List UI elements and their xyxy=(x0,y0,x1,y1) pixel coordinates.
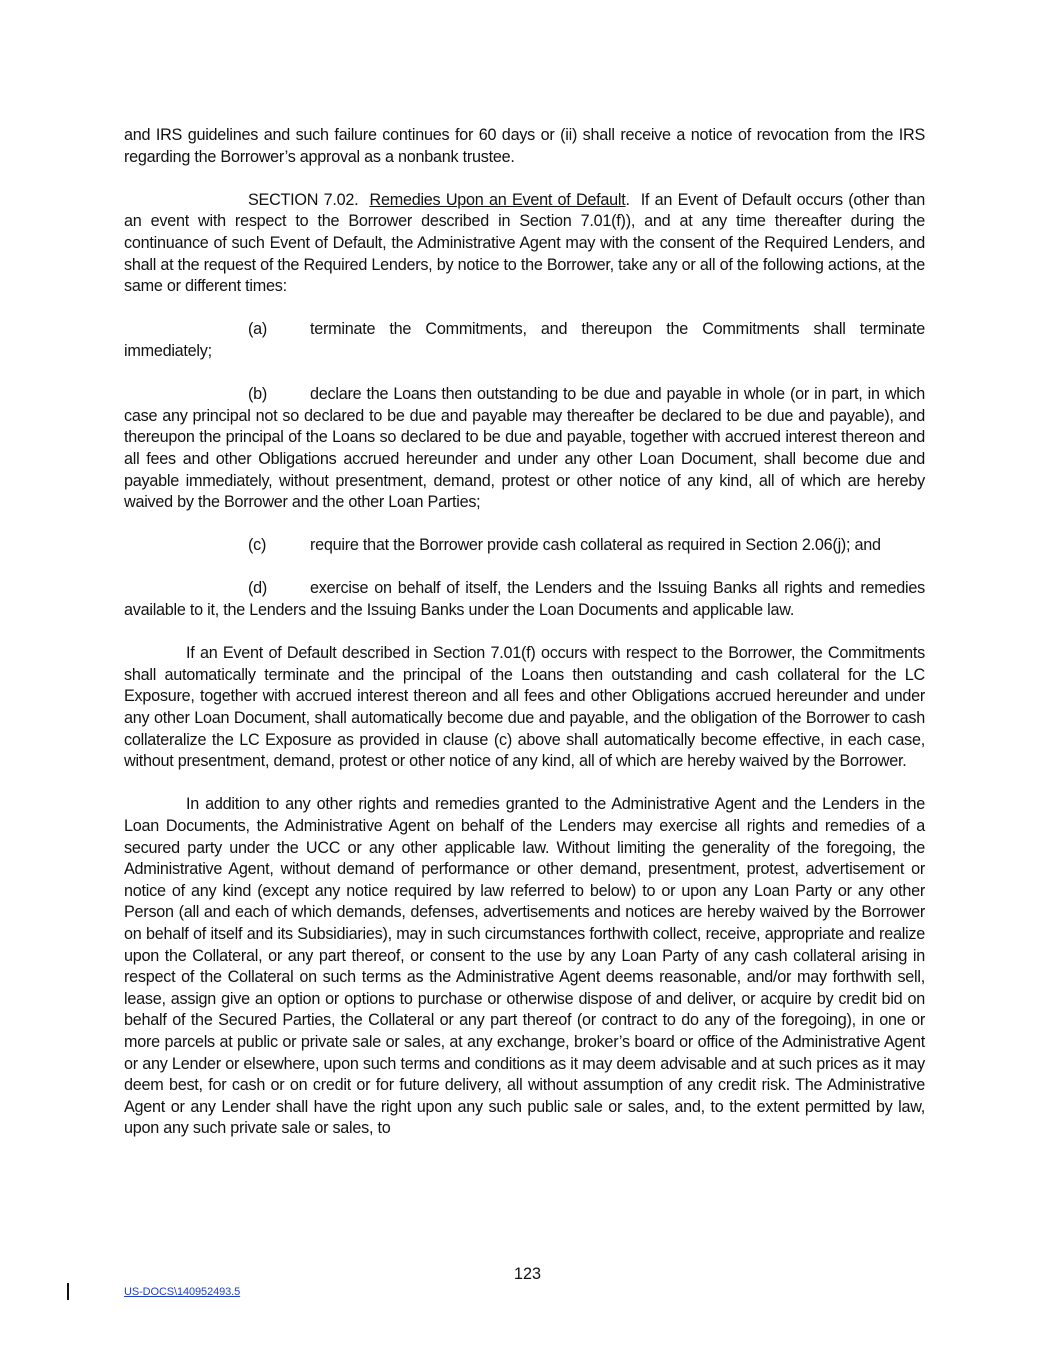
page-number: 123 xyxy=(513,1265,541,1283)
list-item-text: declare the Loans then outstanding to be due and payable in whole (or in part, in which case any principal not so declared to be due and payable may thereafter be declared to be due and payable), and thereupon the principal of the Loans so declared to be due and payable, together with accrued interest thereon and all fees and other Obligations accrued hereunder and under any other Loan Document, shall become due and payable immediately, without presentment, demand, protest or other notice of any kind, all of which are hereby waived by the Borrower and the other Loan Parties; xyxy=(124,385,925,512)
revision-change-bar xyxy=(67,1283,69,1300)
section-number: SECTION 7.02. xyxy=(248,190,359,209)
list-item-a xyxy=(124,319,925,362)
list-marker: (b) xyxy=(248,385,268,404)
list-item-text: require that the Borrower provide cash collateral as required in Section 2.06(j); and xyxy=(310,536,881,555)
section-title-period: . xyxy=(625,190,630,209)
list-marker: (a) xyxy=(248,320,268,339)
list-item-b xyxy=(124,384,925,514)
additional-remedies-paragraph: In addition to any other rights and remedies granted to the Administrative Agent and the Lenders in the Loan Documents, the Administrative Agent on behalf of the Lenders may exercise all rights and remedies of a secured party under the UCC or any other applicable law. Without limiting the generality of the foregoing, the Administrative Agent, without demand of performance or other demand, presentment, protest, advertisement or notice of any kind (except any notice required by law referred to below) to or upon any Loan Party or any other Person (all and each of which demands, defenses, advertisements and notices are hereby waived by the Borrower on behalf of itself and its Subsidiaries), may in such circumstances forthwith collect, receive, appropriate and realize upon the Collateral, or any part thereof, or consent to the use by any Loan Party of any cash collateral arising in respect of the Collateral on such terms as the Administrative Agent deems reasonable, and/or may forthwith sell, lease, assign give an option or options to purchase or otherwise dispose of and deliver, or acquire by credit bid on behalf of the Secured Parties, the Collateral or any part thereof (or contract to do any of the foregoing), in one or more parcels at public or private sale or sales, at any exchange, broker’s board or office of the Administrative Agent or any Lender or elsewhere, upon such terms and conditions as it may deem advisable and at such prices as it may deem best, for cash or on credit or for future delivery, all without assumption of any credit risk. The Administrative Agent or any Lender shall have the right upon any such public sale or sales, and, to the extent permitted by law, upon any such private sale or sales, to xyxy=(124,795,925,1138)
section-intro-text: If an Event of Default occurs (other than an event with respect to the Borrower described in Section 7.01(f)), and at any time thereafter during the continuance of such Event of Default, the Administrative Agent may with the consent of the Required Lenders, and shall at the request of the Required Lenders, by notice to the Borrower, take any or all of the following actions, at the same or different times: xyxy=(124,190,925,296)
list-marker: (c) xyxy=(248,536,267,555)
auto-termination-paragraph: If an Event of Default described in Section 7.01(f) occurs with respect to the Borrower, the Commitments shall automatically terminate and the principal of the Loans then outstanding and cash collateral for the LC Exposure, together with accrued interest thereon and all fees and other Obligations accrued hereunder and under any other Loan Document, shall automatically become due and payable, and the obligation of the Borrower to cash collateralize the LC Exposure as provided in clause (c) above shall automatically become effective, in each case, without presentment, demand, protest or other notice of any kind, all of which are hereby waived by the Borrower. xyxy=(124,644,925,771)
list-item-c xyxy=(124,535,925,557)
section-7-02-paragraph xyxy=(124,190,925,298)
document-body xyxy=(124,125,925,1140)
section-title: Remedies Upon an Event of Default xyxy=(369,190,626,209)
list-item-d xyxy=(124,578,925,621)
list-item-text: terminate the Commitments, and thereupon the Commitments shall terminate immediately; xyxy=(124,320,925,360)
list-marker: (d) xyxy=(248,579,268,598)
continuation-paragraph: and IRS guidelines and such failure continues for 60 days or (ii) shall receive a notice of revocation from the IRS regarding the Borrower’s approval as a nonbank trustee. xyxy=(124,126,925,166)
list-item-text: exercise on behalf of itself, the Lenders and the Issuing Banks all rights and remedies available to it, the Lenders and the Issuing Banks under the Loan Documents and applicable law. xyxy=(124,579,925,620)
document-reference-link[interactable]: US-DOCS\140952493.5 xyxy=(124,1286,241,1298)
